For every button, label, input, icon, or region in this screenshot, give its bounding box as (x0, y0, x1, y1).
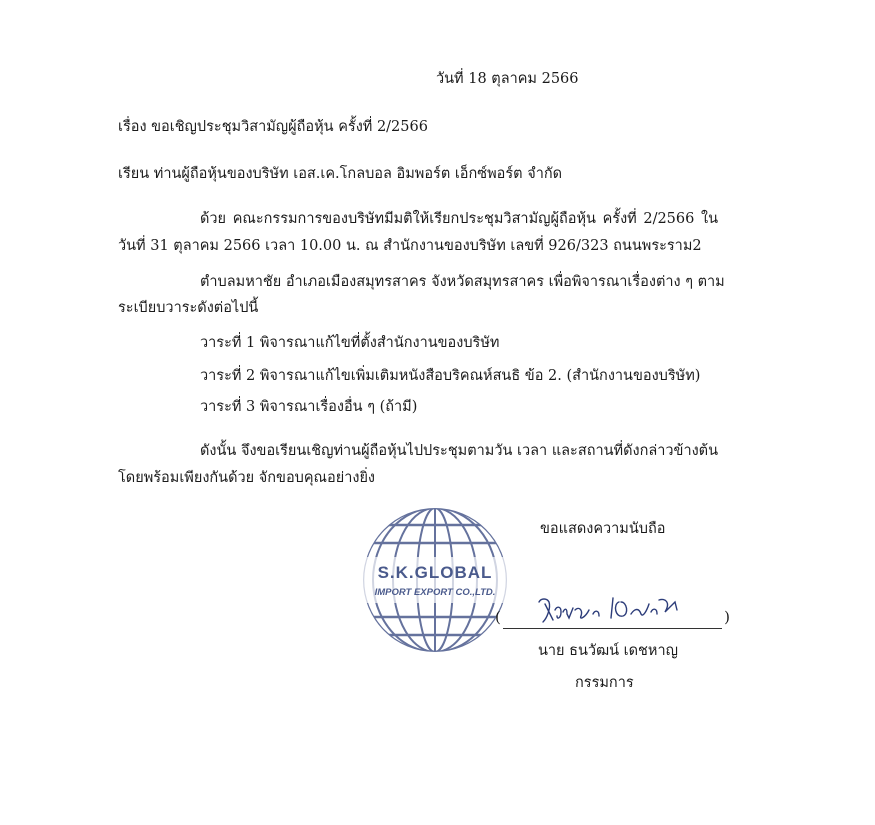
signature-open-paren: ( (495, 608, 501, 626)
signature-close-paren: ) (724, 608, 730, 626)
closing-line-1: ดังนั้น จึงขอเรียนเชิญท่านผู้ถือหุ้นไปประชุมตามวัน เวลา และสถานที่ดังกล่าวข้างต้น (200, 443, 718, 459)
signer-name: นาย ธนวัฒน์ เดชหาญ (538, 643, 678, 659)
seal-text-line-2: IMPORT EXPORT CO.,LTD. (374, 587, 496, 598)
subject-line: เรื่อง ขอเชิญประชุมวิสามัญผู้ถือหุ้น ครั้งที่ 2/2566 (118, 119, 428, 135)
signature-line (503, 628, 722, 629)
body-paragraph-line-3: ตำบลมหาชัย อำเภอเมืองสมุทรสาคร จังหวัดสมุทรสาคร เพื่อพิจารณาเรื่องต่าง ๆ ตาม (200, 274, 725, 290)
signer-position: กรรมการ (575, 675, 634, 691)
agenda-item-1: วาระที่ 1 พิจารณาแก้ไขที่ตั้งสำนักงานของบริษัท (200, 335, 500, 351)
seal-text-line-1: S.K.GLOBAL (377, 563, 493, 582)
body-paragraph-line-2: วันที่ 31 ตุลาคม 2566 เวลา 10.00 น. ณ สำนักงานของบริษัท เลขที่ 926/323 ถนนพระราม2 (118, 238, 702, 254)
agenda-item-3: วาระที่ 3 พิจารณาเรื่องอื่น ๆ (ถ้ามี) (200, 399, 418, 415)
date-line: วันที่ 18 ตุลาคม 2566 (436, 71, 579, 87)
recipient-line: เรียน ท่านผู้ถือหุ้นของบริษัท เอส.เค.โกลบอล อิมพอร์ต เอ็กซ์พอร์ต จำกัด (118, 166, 563, 182)
company-seal-stamp (360, 505, 510, 655)
closing-line-2: โดยพร้อมเพียงกันด้วย จักขอบคุณอย่างยิ่ง (118, 470, 376, 486)
handwritten-signature (495, 588, 730, 628)
body-paragraph-line-1: ด้วย คณะกรรมการของบริษัทมีมติให้เรียกประชุมวิสามัญผู้ถือหุ้น ครั้งที่ 2/2566 ใน (200, 211, 718, 227)
body-paragraph-line-4: ระเบียบวาระดังต่อไปนี้ (118, 300, 259, 316)
agenda-item-2: วาระที่ 2 พิจารณาแก้ไขเพิ่มเติมหนังสือบริคณห์สนธิ ข้อ 2. (สำนักงานของบริษัท) (200, 368, 701, 384)
signature-block (495, 588, 730, 638)
regards-text: ขอแสดงความนับถือ (540, 521, 666, 537)
